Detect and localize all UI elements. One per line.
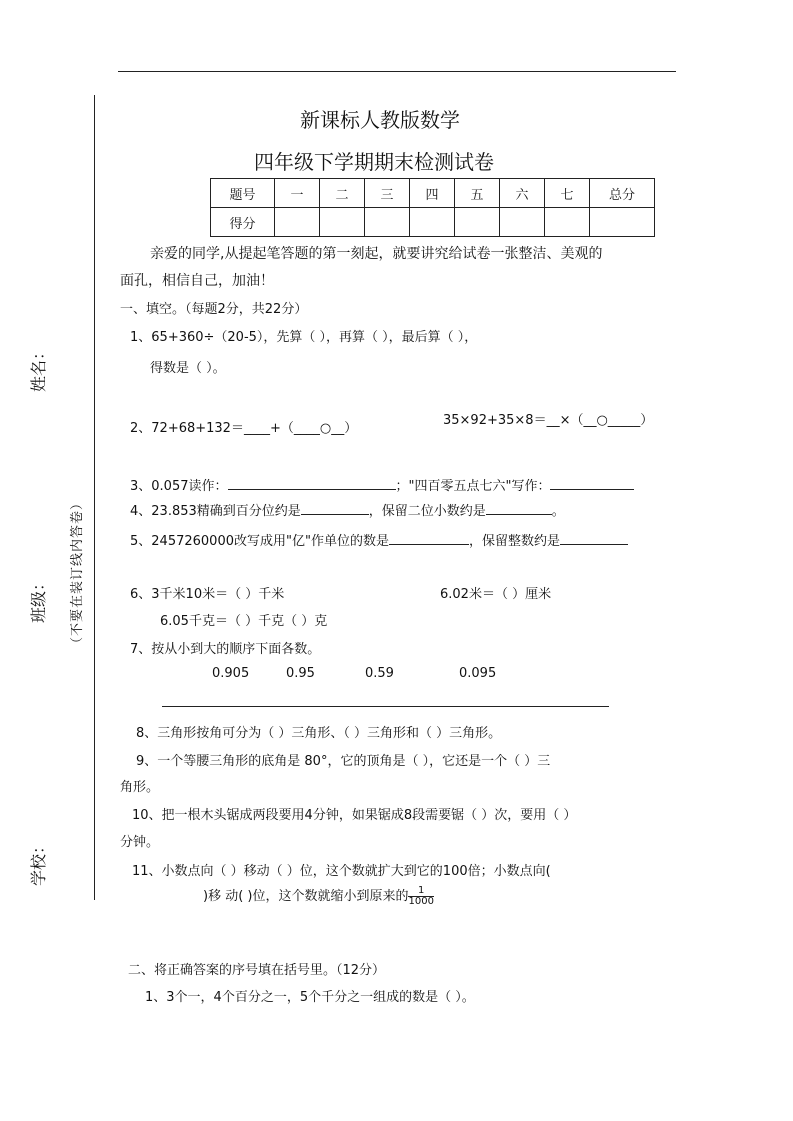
answer-blank[interactable]: [486, 502, 552, 515]
question-3-text-b: ；"四百零五点七六"写作：: [395, 479, 551, 494]
score-input[interactable]: [455, 208, 500, 237]
answer-blank[interactable]: [560, 532, 628, 545]
cell-4: 四: [410, 179, 455, 208]
question-3: [130, 475, 634, 494]
score-table-header-row: [211, 179, 655, 208]
binding-note: （不要在装订线内答卷）: [70, 495, 85, 650]
question-3-text: 3、0.057读作：: [130, 479, 228, 494]
class-label: 班级：: [29, 574, 48, 623]
name-label: 姓名：: [29, 343, 48, 392]
question-1a: 1、65+360÷（20-5），先算（ ），再算（ ），最后算（ ），: [130, 330, 478, 345]
fraction-denominator: 1000: [408, 896, 434, 907]
question-11b-text: )移 动( )位，这个数就缩小到原来的: [203, 889, 409, 904]
school-label: 学校：: [29, 837, 48, 886]
question-2a: 2、72+68+132＝____+（____○__）: [130, 421, 358, 436]
question-2b: 35×92+35×8＝__×（__○_____）: [443, 413, 654, 428]
question-6c: 6.05千克＝（ ）千克（ ）克: [160, 614, 328, 629]
score-table: [210, 178, 655, 237]
intro-line-2: 面孔，相信自己，加油！: [120, 273, 274, 289]
fraction: [408, 886, 433, 907]
section-2-question-1: 1、3个一，4个百分之一，5个千分之一组成的数是（ ）。: [145, 990, 475, 1005]
q7-answer-line[interactable]: [162, 706, 609, 707]
cell-2: 二: [320, 179, 365, 208]
q7-number: 0.59: [365, 666, 394, 681]
question-4: [130, 500, 565, 519]
cell-3: 三: [365, 179, 410, 208]
cell-score-label: 得分: [211, 208, 275, 237]
question-11a: 11、小数点向（ ）移动（ ）位，这个数就扩大到它的100倍；小数点向(: [132, 864, 551, 879]
question-5: [130, 530, 628, 549]
exam-title: 新课标人教版数学: [300, 108, 460, 132]
score-input[interactable]: [590, 208, 655, 237]
cell-1: 一: [275, 179, 320, 208]
answer-blank[interactable]: [301, 502, 369, 515]
q7-number: 0.095: [459, 666, 497, 681]
cell-7: 七: [545, 179, 590, 208]
fraction-numerator: 1: [408, 886, 433, 897]
q7-number: 0.905: [212, 666, 250, 681]
cell-6: 六: [500, 179, 545, 208]
answer-blank[interactable]: [228, 477, 396, 490]
top-rule: [118, 71, 676, 72]
binding-line: [94, 95, 95, 900]
score-input[interactable]: [500, 208, 545, 237]
question-7: 7、按从小到大的顺序下面各数。: [130, 642, 321, 657]
question-4-text-c: 。: [551, 504, 565, 519]
score-input[interactable]: [320, 208, 365, 237]
question-5-text: 5、2457260000改写成用"亿"作单位的数是: [130, 534, 389, 549]
answer-blank[interactable]: [550, 477, 634, 490]
section-2-title: 二、将正确答案的序号填在括号里。（12分）: [128, 963, 386, 978]
score-input[interactable]: [410, 208, 455, 237]
intro-line-1: 亲爱的同学,从提起笔答题的第一刻起，就要讲究给试卷一张整洁、美观的: [150, 246, 603, 262]
cell-tihao: 题号: [211, 179, 275, 208]
question-4-text: 4、23.853精确到百分位约是: [130, 504, 301, 519]
score-input[interactable]: [365, 208, 410, 237]
question-8: 8、三角形按角可分为（ ）三角形、（ ）三角形和（ ）三角形。: [136, 726, 502, 741]
section-1-title: 一、填空。（每题2分，共22分）: [120, 302, 308, 317]
question-5-text-b: ，保留整数约是: [468, 534, 560, 549]
question-4-text-b: ，保留二位小数约是: [368, 504, 486, 519]
question-6b: 6.02米＝（ ）厘米: [440, 587, 552, 602]
question-6a: 6、3千米10米＝（ ）千米: [130, 587, 285, 602]
cell-total: 总分: [590, 179, 655, 208]
exam-subtitle: 四年级下学期期末检测试卷: [254, 150, 494, 174]
score-input[interactable]: [275, 208, 320, 237]
q7-number: 0.95: [286, 666, 315, 681]
question-10b: 分钟。: [120, 835, 160, 850]
score-input[interactable]: [545, 208, 590, 237]
question-9b: 角形。: [120, 780, 160, 795]
answer-blank[interactable]: [389, 532, 469, 545]
cell-5: 五: [455, 179, 500, 208]
question-10a: 10、把一根木头锯成两段要用4分钟，如果锯成8段需要锯（ ）次，要用（ ）: [132, 808, 577, 823]
question-11b: [203, 885, 434, 907]
score-table-score-row: [211, 208, 655, 237]
question-1b: 得数是（ ）。: [150, 361, 226, 376]
question-9a: 9、一个等腰三角形的底角是 80°，它的顶角是（ ），它还是一个（ ）三: [136, 754, 551, 769]
